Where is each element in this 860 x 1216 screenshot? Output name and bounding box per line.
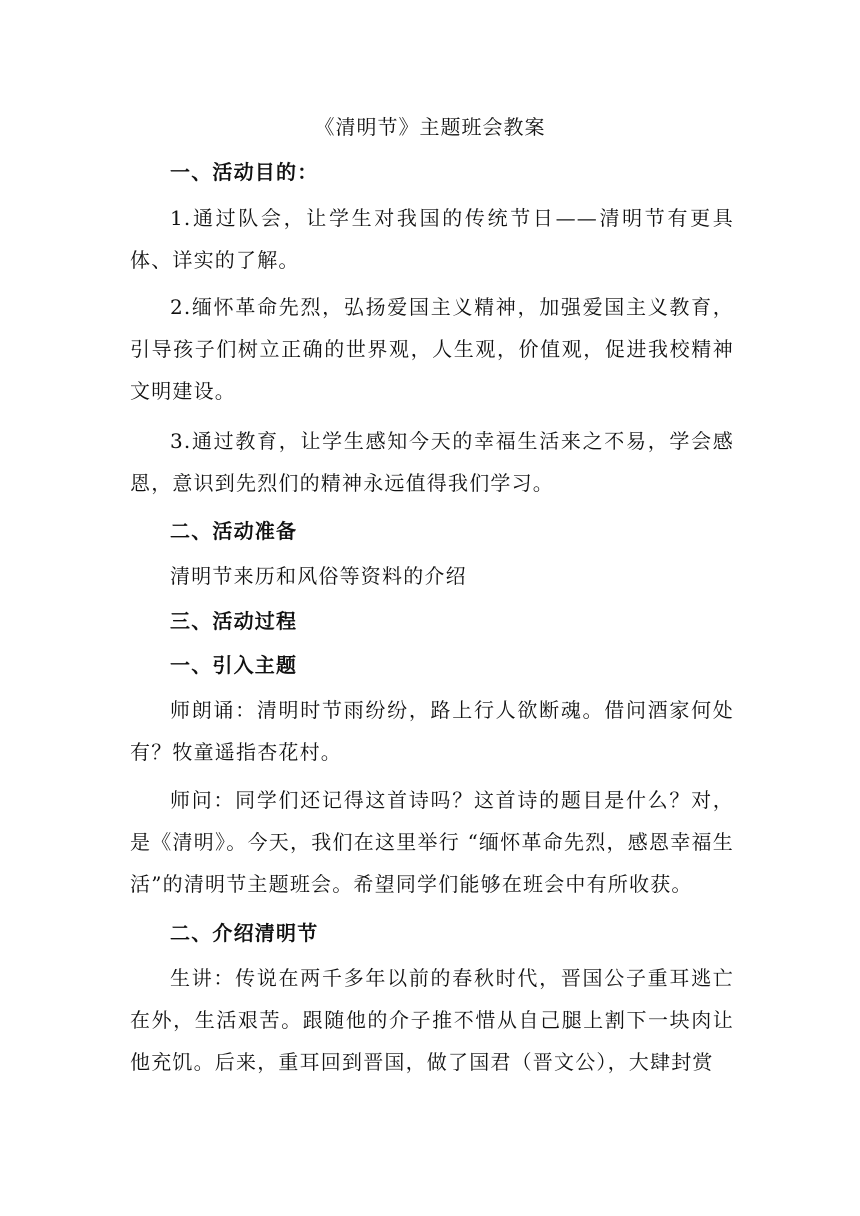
paragraph-teacher-question: 师问：同学们还记得这首诗吗？这首诗的题目是什么？对，是《清明》。今天，我们在这里举行 “缅怀革命先烈，感恩幸福生活”的清明节主题班会。希望同学们能够在班会中有所收获。 xyxy=(130,788,734,896)
paragraph-recitation: 师朗诵：清明时节雨纷纷，路上行人欲断魂。借问酒家何处有？牧童遥指杏花村。 xyxy=(130,698,734,764)
paragraph-preparation: 清明节来历和风俗等资料的介绍 xyxy=(170,564,467,588)
paragraph-student-story: 生讲：传说在两千多年以前的春秋时代，晋国公子重耳逃亡在外，生活艰苦。跟随他的介子推不惜从自己腿上割下一块肉让他充饥。后来，重耳回到晋国，做了国君（晋文公），大肆封赏 xyxy=(130,966,734,1074)
subsection-heading-festival: 二、介绍清明节 xyxy=(170,921,319,945)
paragraph-purpose-2: 2.缅怀革命先烈，弘扬爱国主义精神，加强爱国主义教育，引导孩子们树立正确的世界观，人生观，价值观，促进我校精神文明建设。 xyxy=(130,295,734,403)
subsection-heading-intro: 一、引入主题 xyxy=(170,653,298,677)
section-heading-preparation: 二、活动准备 xyxy=(170,519,298,543)
paragraph-purpose-1: 1.通过队会，让学生对我国的传统节日——清明节有更具体、详实的了解。 xyxy=(130,206,734,272)
document-title: 《清明节》主题班会教案 xyxy=(314,115,546,139)
paragraph-purpose-3: 3.通过教育，让学生感知今天的幸福生活来之不易，学会感恩，意识到先烈们的精神永远值得我们学习。 xyxy=(130,429,734,495)
section-heading-process: 三、活动过程 xyxy=(170,609,298,633)
section-heading-purpose: 一、活动目的： xyxy=(170,160,319,184)
